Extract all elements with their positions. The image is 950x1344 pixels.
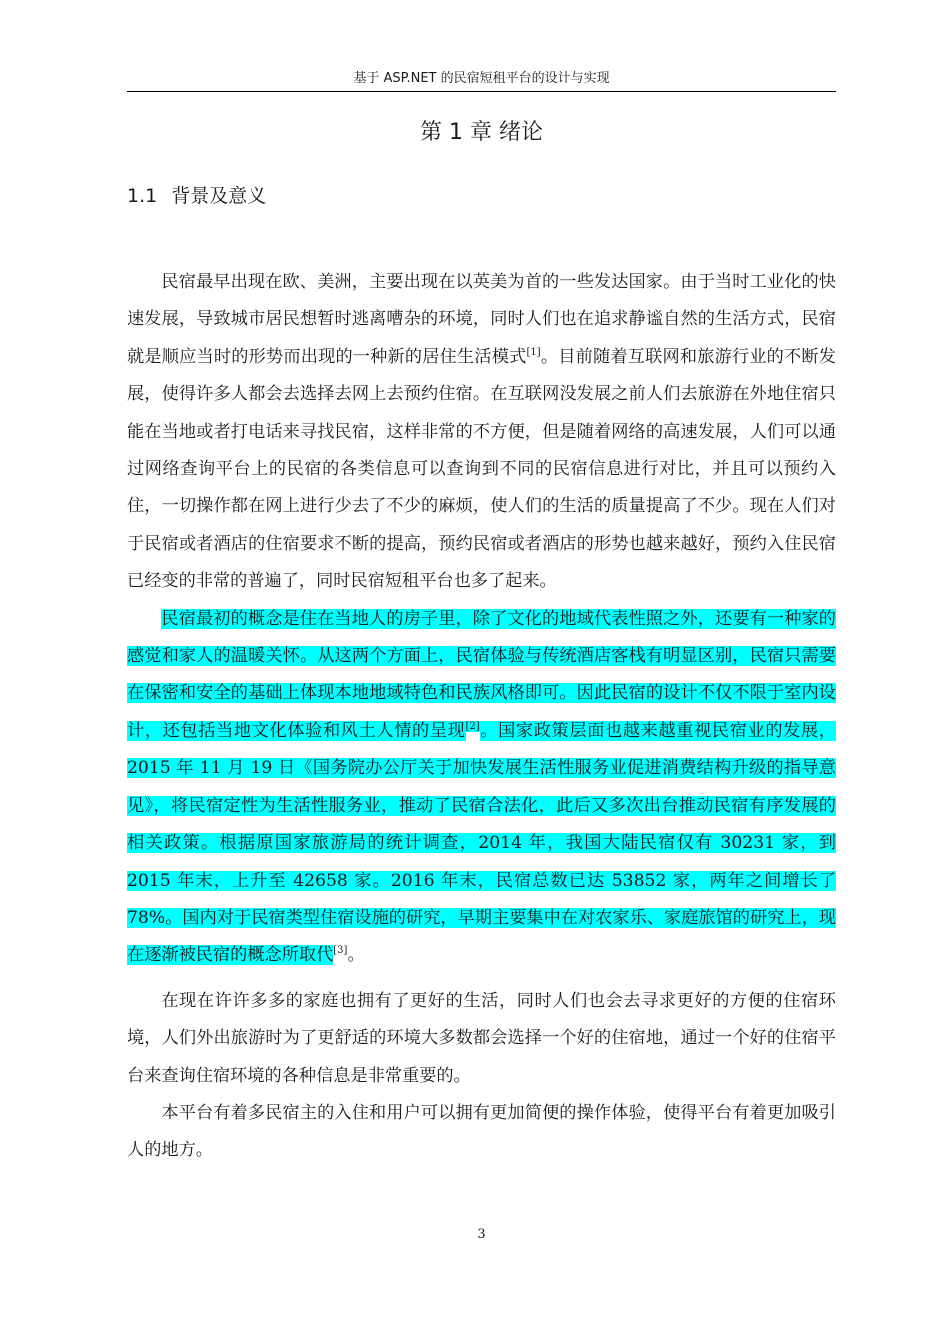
paragraph-2-text-a: 民宿最初的概念是住在当地人的房子里，除了文化的地域代表性照之外，还要有一种家的感觉和家人的温暖关怀。从这两个方面上，民宿体验与传统酒店客栈有明显区别，民宿只需要在保密和安全的基础上体现本地地域特色和民族风格即可。因此民宿的设计不仅不限于室内设计，还包括当地文化体验和风土人情的呈现 <box>127 608 836 741</box>
section-heading <box>127 182 266 210</box>
paragraph-2-highlighted <box>127 601 836 975</box>
citation-1: [1] <box>526 346 541 358</box>
paragraph-2-text-c: 。 <box>347 945 365 966</box>
paragraph-1-text-a: 民宿最早出现在欧、美洲，主要出现在以英美为首的一些发达国家。由于当时工业化的快速发展，导致城市居民想暂时逃离嘈杂的环境，同时人们也在追求静谧自然的生活方式，民宿就是顺应当时的形势而出现的一种新的居住生活模式 <box>127 272 836 367</box>
paragraph-1-text-b: 。目前随着互联网和旅游行业的不断发展，使得许多人都会去选择去网上去预约住宿。在互联网没发展之前人们去旅游在外地住宿只能在当地或者打电话来寻找民宿，这样非常的不方便，但是随着网络的高速发展，人们可以通过网络查询平台上的民宿的各类信息可以查询到不同的民宿信息进行对比，并且可以预约入住，一切操作都在网上进行少去了不少的麻烦，使人们的生活的质量提高了不少。现在人们对于民宿或者酒店的住宿要求不断的提高，预约民宿或者酒店的形势也越来越好，预约入住民宿已经变的非常的普遍了，同时民宿短租平台也多了起来。 <box>127 346 836 592</box>
paragraph-1 <box>127 264 836 601</box>
section-number: 1.1 <box>127 185 158 207</box>
running-header: 基于 ASP.NET 的民宿短租平台的设计与实现 <box>353 71 610 86</box>
chapter-title: 第 1 章 绪论 <box>420 120 543 145</box>
citation-2: [2] <box>465 720 480 732</box>
header-rule <box>127 91 836 92</box>
page-number: 3 <box>477 1227 486 1242</box>
body-text <box>127 264 836 1170</box>
section-title: 背景及意义 <box>171 185 267 207</box>
paragraph-4: 本平台有着多民宿主的入住和用户可以拥有更加简便的操作体验，使得平台有着更加吸引人的地方。 <box>127 1102 836 1161</box>
paragraph-3: 在现在许许多多的家庭也拥有了更好的生活，同时人们也会去寻求更好的方便的住宿环境，人们外出旅游时为了更舒适的环境大多数都会选择一个好的住宿地，通过一个好的住宿平台来查询住宿环境的各种信息是非常重要的。 <box>127 990 836 1086</box>
citation-3: [3] <box>333 945 348 957</box>
paragraph-2-text-b: 。国家政策层面也越来越重视民宿业的发展，2015 年 11 月 19 日《国务院办公厅关于加快发展生活性服务业促进消费结构升级的指导意见》，将民宿定性为生活性服务业，推动了民宿合法化，此后又多次出台推动民宿有序发展的相关政策。根据原国家旅游局的统计调查，2014 年，我国大陆民宿仅有 30231 家，到 2015 年末，上升至 42658 家。2016 年末，民宿总数已达 53852 家，两年之间增长了 78%。国内对于民宿类型住宿设施的研究，早期主要集中在对农家乐、家庭旅馆的研究上，现在逐渐被民宿的概念所取代 <box>127 720 836 966</box>
